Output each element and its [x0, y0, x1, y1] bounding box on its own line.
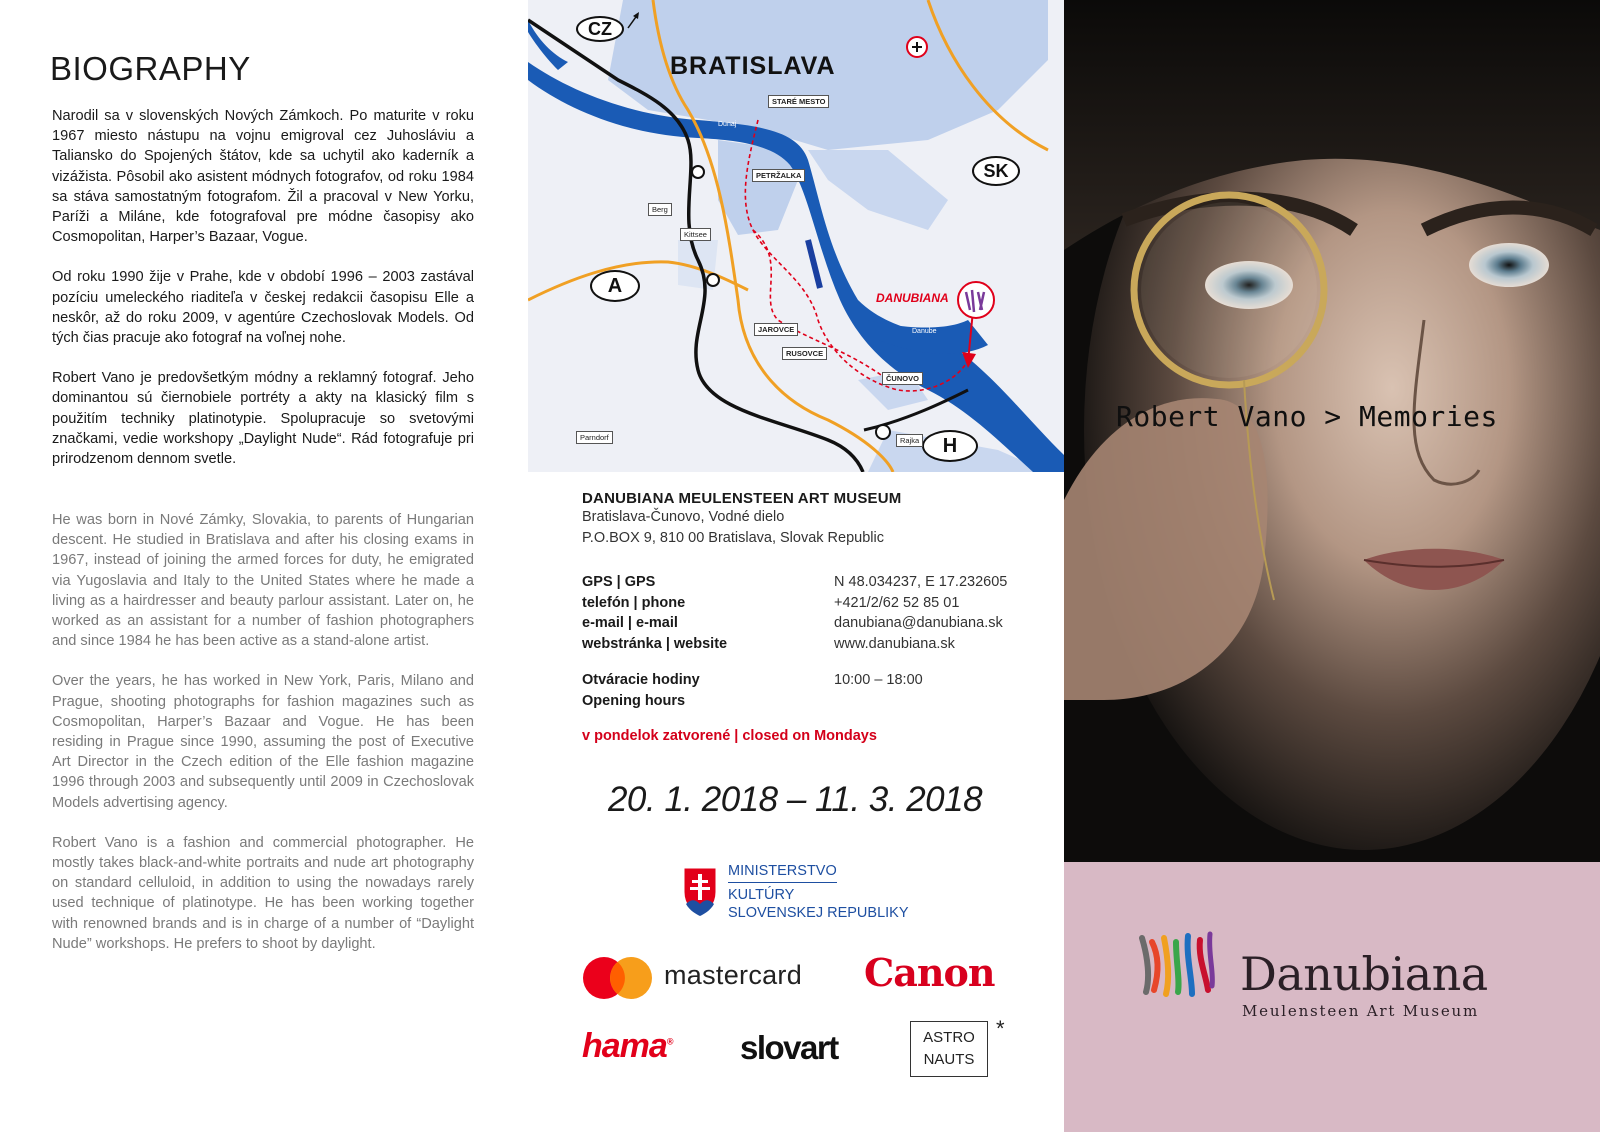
danubiana-figures-icon — [1136, 928, 1216, 998]
map-place-petrzalka: PETRŽALKA — [752, 169, 805, 182]
contact-table — [582, 572, 1042, 654]
hama-registered-mark: ® — [666, 1036, 673, 1047]
danubiana-subtitle: Meulensteen Art Museum — [1242, 1002, 1480, 1020]
cover-title: Robert Vano > Memories — [1116, 400, 1498, 433]
map-country-sk: SK — [972, 156, 1020, 186]
ministry-text — [728, 862, 909, 922]
mastercard-wordmark: mastercard — [664, 960, 803, 990]
map-place-parndorf: Parndorf — [576, 431, 613, 444]
exhibition-dates: 20. 1. 2018 – 11. 3. 2018 — [607, 780, 983, 819]
bio-en-paragraph: Robert Vano is a fashion and commercial photographer. He mostly takes black-and-white portraits and nude art photography on standard celluloid, in addition to using the nowadays rarely used technique of platinotype. He has been working together with renowned brands and is in charge of a number of “Daylight Nude” workshops. He prefers to shoot by daylight. — [52, 834, 474, 952]
map-country-h: H — [922, 430, 978, 462]
opening-hours-label — [582, 670, 834, 711]
ministry-line3: SLOVENSKEJ REPUBLIKY — [728, 905, 909, 921]
bio-sk-paragraph: Od roku 1990 žije v Prahe, kde v období 1996 – 2003 zastával pozíciu umeleckého riaditeľa v českej redakcii časopisu Elle a neskôr, až do roku 2009, v agentúre Czechoslovak Models. Od tých čias pracuje ako fotograf na voľnej nohe. — [52, 269, 474, 347]
mastercard-circles-icon — [582, 955, 654, 1001]
opening-hours-label-en: Opening hours — [582, 692, 686, 709]
map-place-cunovo: ČUNOVO — [882, 372, 923, 385]
bio-en-paragraph: He was born in Nové Zámky, Slovakia, to parents of Hungarian descent. He studied in Bratislava and after his closing exams in 1967, instead of joining the armed forces for duty, he emigrated via Yugoslavia and Italy to the United States where he made a living as a hairdresser and beauty parlour assistant. Later on, he worked as an assistant for a number of fashion photographers and since 1984 he has been active as a stand-alone artist. — [52, 512, 474, 650]
astronauts-line1: ASTRO — [923, 1029, 975, 1046]
contact-row — [582, 572, 1042, 593]
map-river-danube: Danube — [912, 328, 937, 335]
museum-address-line: P.O.BOX 9, 810 00 Bratislava, Slovak Republic — [582, 530, 884, 546]
contact-row — [582, 593, 1042, 614]
map-place-kittsee: Kittsee — [680, 228, 711, 241]
hama-logo — [582, 1027, 672, 1066]
opening-hours — [582, 670, 923, 711]
closed-notice: v pondelok zatvorené | closed on Mondays — [582, 728, 877, 744]
ministry-line2: KULTÚRY — [728, 887, 795, 903]
contact-key: webstránka | website — [582, 635, 728, 652]
opening-hours-label-sk: Otváracie hodiny — [582, 672, 700, 688]
mastercard-logo — [582, 955, 832, 1001]
ministry-logo — [682, 862, 922, 922]
opening-hours-value: 10:00 – 18:00 — [834, 672, 923, 688]
map-danubiana-label: DANUBIANA — [876, 291, 949, 305]
slovart-logo: slovart — [740, 1029, 838, 1066]
contact-value: N 48.034237, E 17.232605 — [834, 574, 1008, 590]
map-country-a: A — [590, 270, 640, 302]
hama-wordmark: hama — [582, 1027, 667, 1065]
biography-english — [52, 510, 474, 974]
biography-title: BIOGRAPHY — [50, 50, 251, 87]
map-place-rajka: Rajka — [896, 434, 923, 447]
map-country-cz: CZ — [576, 16, 624, 42]
museum-name: DANUBIANA MEULENSTEEN ART MUSEUM — [582, 490, 902, 507]
contact-value: www.danubiana.sk — [834, 635, 955, 652]
astronauts-asterisk: * — [996, 1016, 1005, 1041]
cover-photo — [1064, 0, 1600, 862]
slovak-coat-of-arms-icon — [682, 866, 718, 918]
bio-en-paragraph: Over the years, he has worked in New York, Paris, Milano and Prague, shooting photographs for fashion magazines such as Cosmopolitan, Harper’s Bazaar and Vogue. He has been residing in Prague since 1990, assuming the post of Executive Art Director in the Czech edition of the Elle fashion magazine 1996 through 2003 and subsequently until 2009 in Czechoslovak Models advertising agency. — [52, 673, 474, 811]
contact-row — [582, 634, 1042, 655]
map-place-berg: Berg — [648, 203, 672, 216]
map-city-label: BRATISLAVA — [670, 52, 836, 80]
contact-key: e-mail | e-mail — [582, 615, 678, 631]
astronauts-line2: NAUTS — [923, 1051, 975, 1068]
map-place-stare-mesto: STARÉ MESTO — [768, 95, 829, 108]
contact-key: GPS | GPS — [582, 574, 656, 590]
astronauts-logo — [910, 1021, 988, 1077]
museum-address-line: Bratislava-Čunovo, Vodné dielo — [582, 509, 785, 525]
map-river-dunaj: Dunaj — [718, 121, 737, 128]
canon-logo: Canon — [864, 950, 995, 995]
map-place-rusovce: RUSOVCE — [782, 347, 827, 360]
bio-sk-paragraph: Robert Vano je predovšetkým módny a reklamný fotograf. Jeho dominantou sú čiernobiele portréty a akty na klasický film s použitím techniky platinotypie. Spolupracuje so svetovými značkami, vedie workshopy „Daylight Nude“. Rád fotografuje pri prirodzenom dennom svetle. — [52, 370, 474, 468]
contact-value: danubiana@danubiana.sk — [834, 615, 1003, 631]
bio-sk-paragraph: Narodil sa v slovenských Nových Zámkoch. Po maturite v roku 1967 miesto nástupu na vojnu emigroval cez Juhosláviu a Taliansko do Spojených štátov, kde sa uchytil ako kaderník a vizážista. Pôsobil ako asistent módnych fotografov, od roku 1984 sa stáva samostatným fotografom. Žil a pracoval v New Yorku, Paríži a Miláne, kde fotografoval pre módne časopisy ako Cosmopolitan, Harper’s Bazaar, Vogue. — [52, 108, 474, 246]
contact-key: telefón | phone — [582, 594, 686, 611]
biography-panel — [0, 0, 528, 1132]
museum-address — [582, 490, 1042, 549]
danubiana-brand-block — [1064, 862, 1600, 1132]
map-place-jarovce: JAROVCE — [754, 323, 798, 336]
contact-row — [582, 613, 1042, 634]
location-map — [528, 0, 1064, 472]
biography-slovak — [52, 106, 474, 489]
ministry-line1: MINISTERSTVO — [728, 862, 837, 883]
danubiana-wordmark: Danubiana — [1240, 947, 1488, 1001]
contact-value: +421/2/62 52 85 01 — [834, 594, 960, 611]
